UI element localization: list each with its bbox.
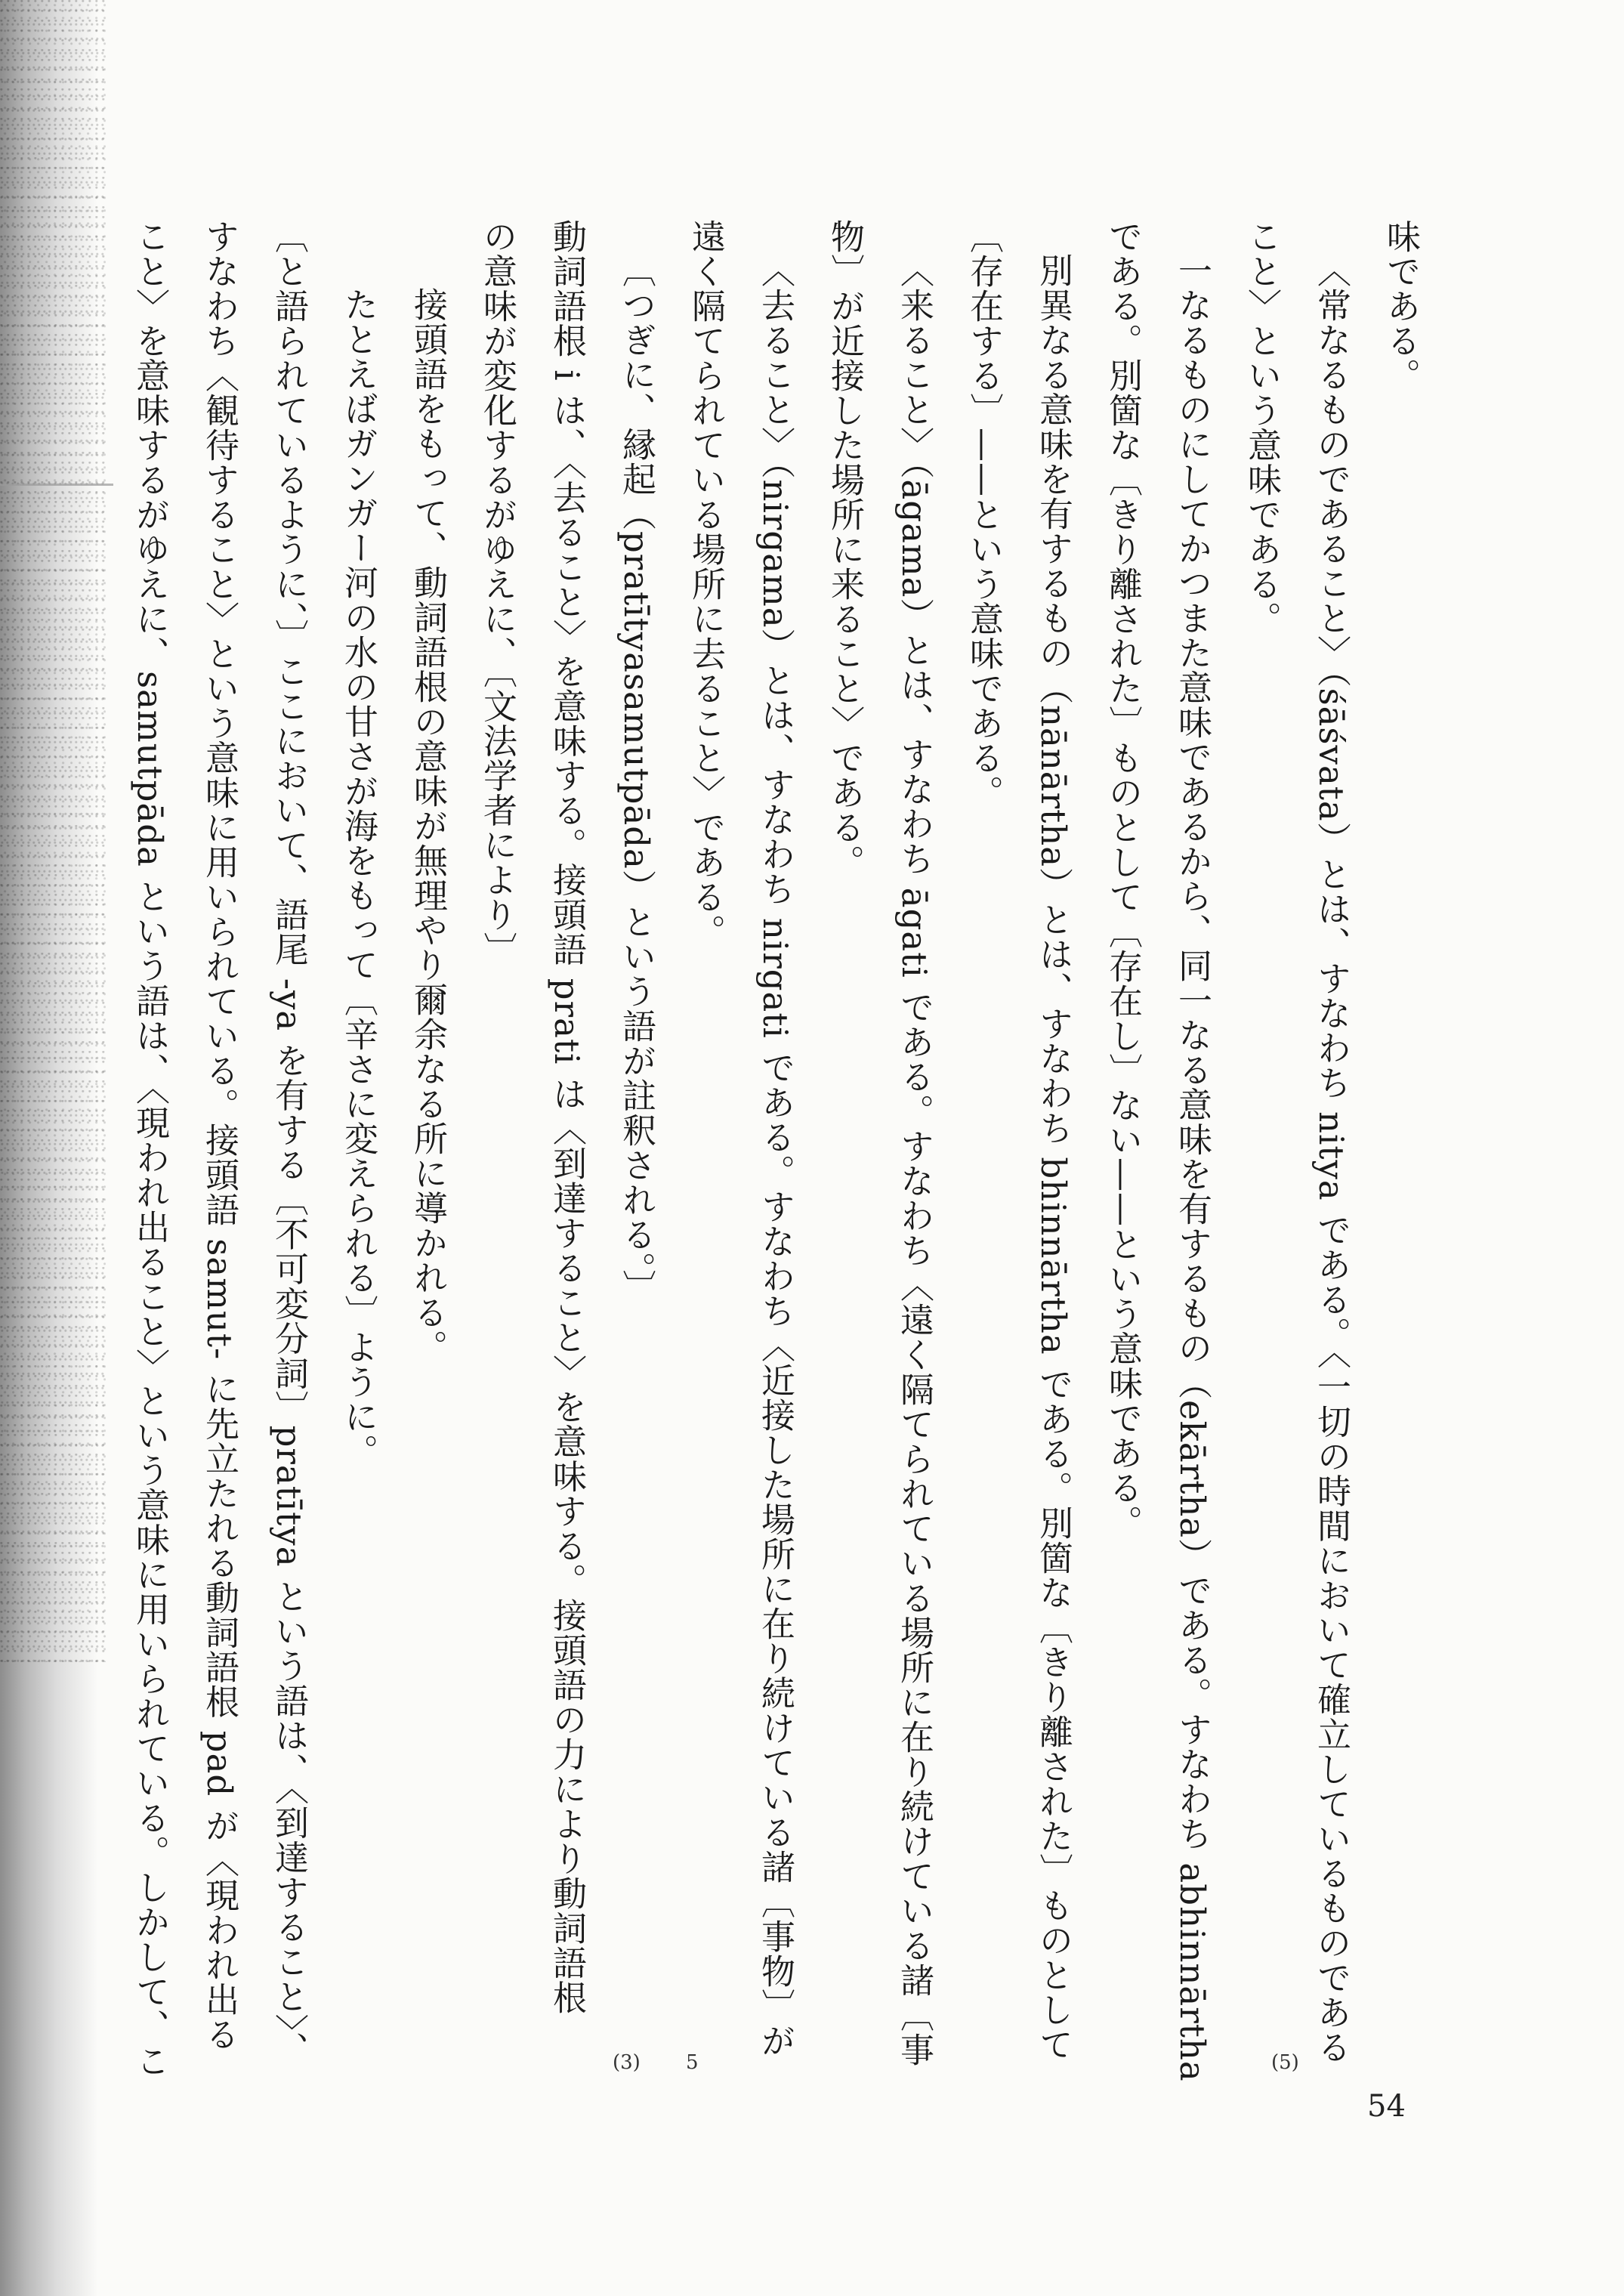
text-line: 〈来ること〉（āgama）とは、すなわち āgati である。すなわち〈遠く隔てられている場所に在り続けている諸〔事 xyxy=(894,253,934,2068)
verse-line: たとえばガンガー河の水の甘さが海をもって〔辛さに変えられる〕ように。 xyxy=(338,287,378,1469)
text-line: 〈去ること〉（nirgama）とは、すなわち nirgati である。すなわち〈近接した場所に在り続けている諸〔事物〕が xyxy=(755,253,795,2059)
vertical-text-body xyxy=(115,219,1435,2082)
page-number: 54 xyxy=(1367,2089,1406,2124)
text-line: である。別箇な〔きり離された〕ものとして〔存在し〕ない——という意味である。 xyxy=(1103,219,1143,1540)
text-line: 物〕が近接した場所に来ること〉である。 xyxy=(825,219,865,879)
scan-artifact-line xyxy=(0,484,113,486)
text-line: 遠く隔てられている場所に去ること〉である。 xyxy=(686,219,726,949)
text-line: の意味が変化するがゆえに、〔文法学者により〕 xyxy=(477,219,517,967)
scan-edge-speckle xyxy=(0,0,106,1662)
line-count-mark: 5 xyxy=(686,2051,699,2074)
line-count-mark: (5) xyxy=(1271,2051,1299,2074)
text-line: 一なるものにしてかつまた意味であるから、同一なる意味を有するもの（ekārtha）である。すなわち abhinnārtha xyxy=(1172,253,1212,2082)
text-line: 〈常なるものであること〉（śāśvata）とは、すなわち nitya である。〈一切の時間において確立しているものである xyxy=(1311,253,1351,2065)
text-line: 別異なる意味を有するもの（nānārtha）とは、すなわち bhinnārtha である。別箇な〔きり離された〕ものとして xyxy=(1033,253,1073,2063)
line-count-mark: (3) xyxy=(613,2051,641,2074)
text-line: 動詞語根 i は、〈去ること〉を意味する。接頭語 prati は〈到達すること〉を意味する。接頭語の力により動詞語根 xyxy=(547,219,587,2015)
text-line: すなわち〈観待すること〉という意味に用いられている。接頭語 samut- に先立たれる動詞語根 pad が〈現われ出る xyxy=(199,219,239,2052)
text-line: 味である。 xyxy=(1381,219,1421,393)
text-line: 〔つぎに、縁起（pratītyasamutpāda）という語が註釈される。〕 xyxy=(616,253,656,1305)
text-line: 〔存在する〕——という意味である。 xyxy=(964,219,1004,810)
text-line: こと〉を意味するがゆえに、samutpāda という語は、〈現われ出ること〉という意味に用いられている。しかして、こ xyxy=(130,219,170,2078)
text-line: 〔と語られているように、〕ここにおいて、語尾 -ya を有する〔不可変分詞〕pratītya という語は、〈到達すること〉、 xyxy=(269,219,309,2066)
verse-line: 接頭語をもって、動詞語根の意味が無理やり爾余なる所に導かれる。 xyxy=(408,287,448,1364)
text-line: こと〉という意味である。 xyxy=(1242,219,1282,636)
